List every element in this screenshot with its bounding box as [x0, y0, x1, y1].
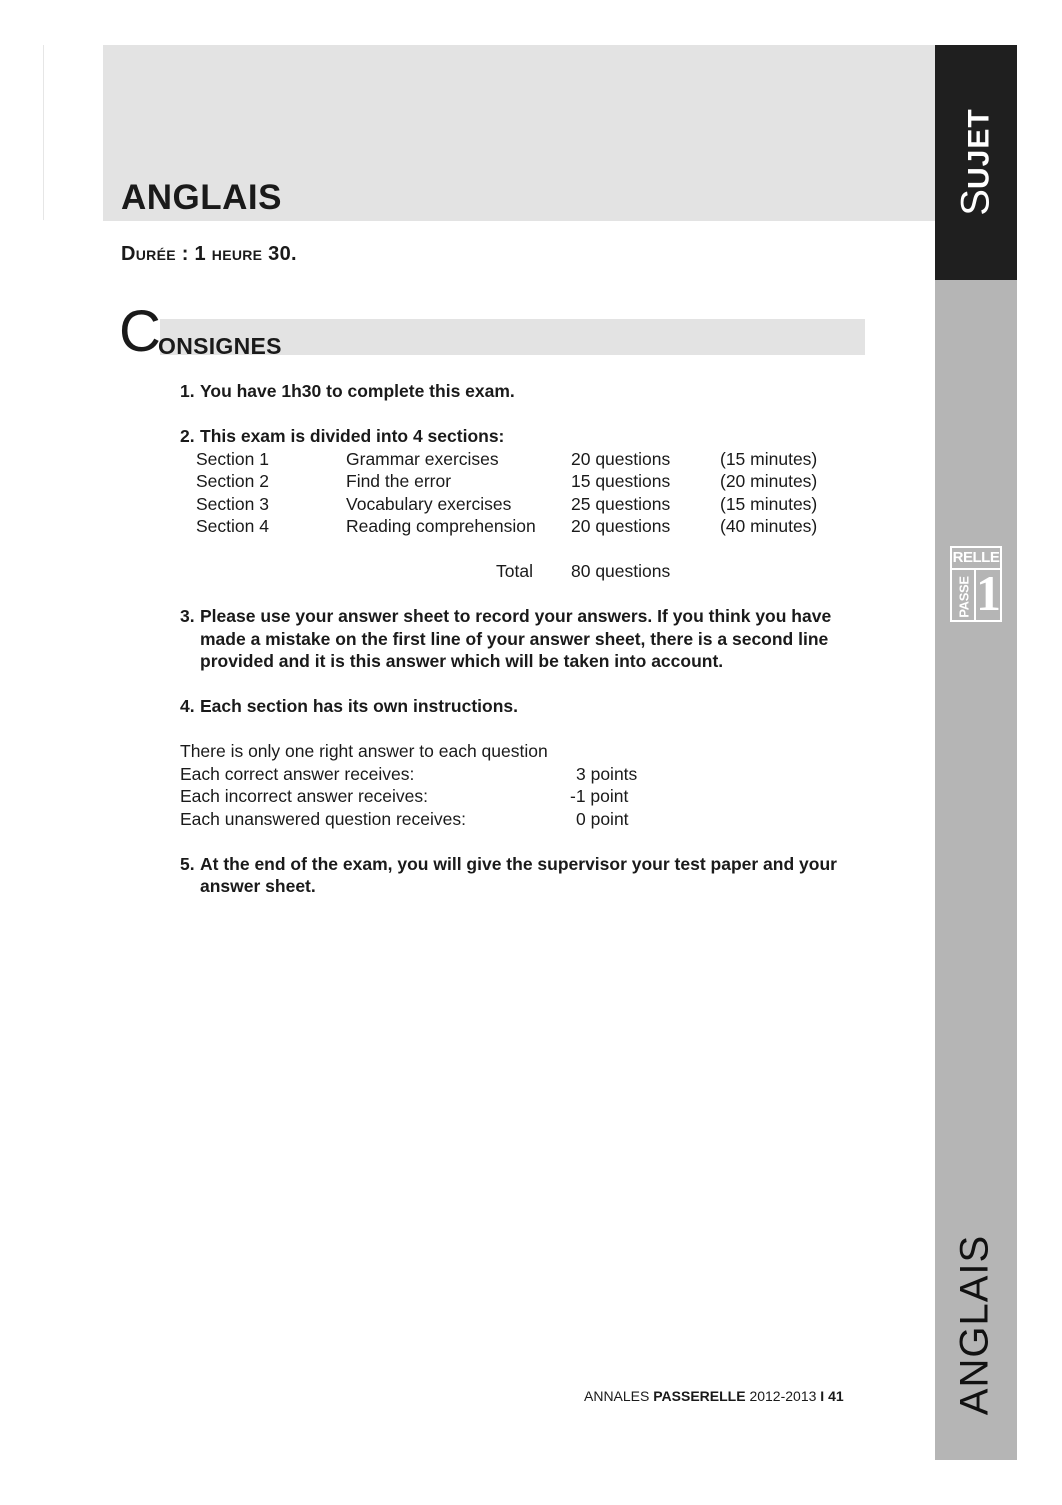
consignes-heading: ONSIGNES	[158, 333, 282, 359]
page-number: I 41	[820, 1388, 844, 1404]
instruction-2	[180, 425, 870, 448]
section-row	[180, 493, 870, 516]
instruction-number: 2.	[180, 426, 195, 446]
instruction-number: 4.	[180, 696, 195, 716]
crop-mark	[43, 45, 44, 220]
page-title: ANGLAIS	[121, 178, 282, 217]
instruction-number: 3.	[180, 606, 195, 626]
section-type: Find the error	[346, 471, 452, 491]
instruction-text: Each section has its own instructions.	[200, 696, 518, 716]
section-questions: 15 questions	[571, 471, 671, 491]
instruction-number: 1.	[180, 381, 195, 401]
section-name: Section 3	[196, 493, 269, 514]
scoring-row	[180, 808, 870, 831]
footer-years: 2012-2013	[745, 1388, 821, 1404]
consignes-initial: C	[119, 299, 161, 364]
sidebar-subject-label: ANGLAIS	[952, 1234, 997, 1416]
instruction-text: At the end of the exam, you will give the supervisor your test paper and your answer sheet.	[200, 853, 837, 896]
section-type: Vocabulary exercises	[346, 493, 512, 514]
section-questions: 20 questions	[571, 516, 671, 536]
scoring-label: Each correct answer receives:	[180, 763, 415, 784]
total-value: 80 questions	[571, 561, 671, 581]
scoring-row	[180, 785, 870, 808]
logo-side-text: PASSE	[956, 576, 972, 618]
passerelle-logo	[950, 546, 1002, 622]
section-row	[180, 448, 870, 471]
scoring-label: Each unanswered question receives:	[180, 808, 467, 829]
scoring-intro: There is only one right answer to each question	[180, 741, 548, 761]
section-type: Reading comprehension	[346, 516, 536, 536]
logo-number: 1	[976, 565, 1001, 621]
scoring-value: 3 points	[576, 763, 638, 784]
instruction-5	[180, 853, 870, 898]
section-time: (15 minutes)	[720, 493, 818, 514]
sidebar-tab-initial: S	[953, 189, 998, 216]
section-name: Section 2	[196, 471, 269, 491]
section-time: (20 minutes)	[720, 471, 818, 491]
total-row	[180, 560, 870, 583]
scoring-row	[180, 763, 870, 786]
exam-duration: Durée : 1 heure 30.	[121, 243, 297, 265]
scoring-label: Each incorrect answer receives:	[180, 786, 429, 806]
instruction-text: You have 1h30 to complete this exam.	[200, 381, 515, 401]
logo-top-text: RELLE	[952, 548, 1000, 570]
scoring-value: 0 point	[576, 808, 629, 829]
footer-prefix: ANNALES	[584, 1388, 654, 1404]
total-label: Total	[496, 561, 533, 581]
instruction-3	[180, 605, 870, 673]
instruction-1	[180, 380, 870, 403]
instruction-text: Please use your answer sheet to record your answers. If you think you have made a mistake on the first line of your answer sheet, there is a second line provided and it is this answer which will be taken into account.	[200, 606, 832, 671]
instruction-4	[180, 695, 870, 718]
instruction-text: This exam is divided into 4 sections:	[200, 426, 505, 446]
sections-table	[180, 448, 870, 583]
section-name: Section 1	[196, 448, 269, 469]
instruction-number: 5.	[180, 853, 195, 874]
section-questions: 20 questions	[571, 448, 671, 469]
section-questions: 25 questions	[571, 493, 671, 514]
section-type: Grammar exercises	[346, 448, 499, 469]
scoring-table	[180, 740, 870, 830]
footer-brand: PASSERELLE	[653, 1388, 746, 1404]
scoring-value: -1 point	[570, 786, 629, 806]
section-time: (15 minutes)	[720, 448, 818, 469]
section-time: (40 minutes)	[720, 516, 818, 536]
instructions	[180, 380, 870, 898]
sidebar-tab-label	[954, 108, 999, 215]
page-footer	[584, 1388, 844, 1404]
section-name: Section 4	[196, 516, 269, 536]
section-row	[180, 470, 870, 493]
sidebar-tab-rest: UJET	[962, 108, 996, 189]
section-row	[180, 515, 870, 538]
